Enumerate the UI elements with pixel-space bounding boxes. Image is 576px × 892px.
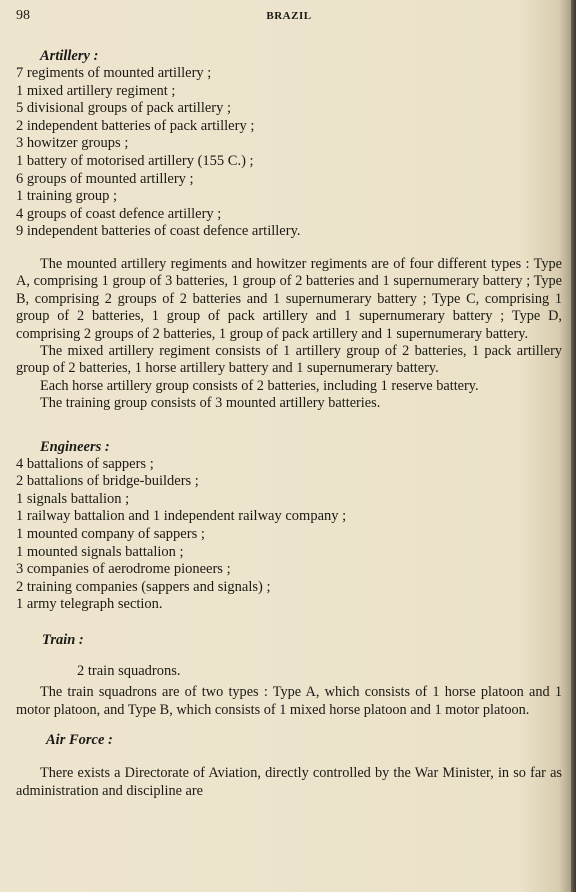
mixed-regiment-paragraph: The mixed artillery regiment consists of 1 artillery group of 2 batteries, 1 pack artillery group of 2 batteries, 1 horse artillery battery and 1 supernumerary battery. [16, 342, 562, 377]
list-item: 1 mixed artillery regiment ; [16, 82, 176, 99]
list-item: 4 groups of coast defence artillery ; [16, 205, 222, 222]
artillery-types-paragraph: The mounted artillery regiments and howitzer regiments are of four different types : Type A, comprising 1 group of 3 batteries, 1 group of 2 batteries and 1 supernumerary battery ; Type B, comprising 2 groups of 2 batteries and 1 supernumerary battery ; Type C, comprising 1 group of 2 batteries, 1 group of pack artillery and 1 supernumerary battery ; Type D, comprising 2 groups of 2 batteries, 1 group of pack artillery and 1 supernumerary battery. [16, 255, 562, 342]
training-group-paragraph: The training group consists of 3 mounted artillery batteries. [40, 395, 381, 412]
page-edge-shadow [571, 0, 576, 892]
list-item: 2 battalions of bridge-builders ; [16, 473, 199, 490]
list-item: 4 battalions of sappers ; [16, 455, 154, 472]
list-item: 9 independent batteries of coast defence artillery. [16, 223, 301, 240]
artillery-list [16, 65, 562, 241]
train-paragraph: The train squadrons are of two types : Type A, which consists of 1 horse platoon and 1 motor platoon, and Type B, which consists of 1 mixed horse platoon and 1 motor platoon. [16, 684, 562, 718]
list-item: 1 army telegraph section. [16, 596, 163, 613]
train-squadrons-line: 2 train squadrons. [77, 662, 181, 679]
page-number: 98 [16, 8, 30, 23]
engineers-list [16, 456, 562, 614]
list-item: 1 signals battalion ; [16, 490, 130, 507]
list-item: 7 regiments of mounted artillery ; [16, 65, 212, 81]
artillery-heading: Artillery : [40, 48, 99, 64]
list-item: 1 mounted company of sappers ; [16, 525, 205, 542]
list-item: 1 battery of motorised artillery (155 C.) ; [16, 152, 254, 169]
list-item: 6 groups of mounted artillery ; [16, 170, 194, 187]
horse-artillery-paragraph: Each horse artillery group consists of 2 batteries, including 1 reserve battery. [40, 377, 479, 394]
list-item: 1 railway battalion and 1 independent railway company ; [16, 508, 347, 525]
list-item: 2 training companies (sappers and signals) ; [16, 578, 271, 595]
list-item: 1 training group ; [16, 188, 118, 205]
air-force-heading: Air Force : [46, 732, 113, 749]
running-title: BRAZIL [266, 10, 312, 22]
train-heading: Train : [42, 631, 84, 648]
list-item: 3 companies of aerodrome pioneers ; [16, 561, 231, 578]
list-item: 5 divisional groups of pack artillery ; [16, 100, 232, 117]
list-item: 1 mounted signals battalion ; [16, 543, 184, 560]
page-header [16, 8, 562, 26]
list-item: 2 independent batteries of pack artillery ; [16, 117, 255, 134]
list-item: 3 howitzer groups ; [16, 135, 129, 152]
engineers-heading: Engineers : [40, 438, 110, 455]
air-force-paragraph: There exists a Directorate of Aviation, directly controlled by the War Minister, in so far as administration and discipline are [16, 765, 562, 799]
